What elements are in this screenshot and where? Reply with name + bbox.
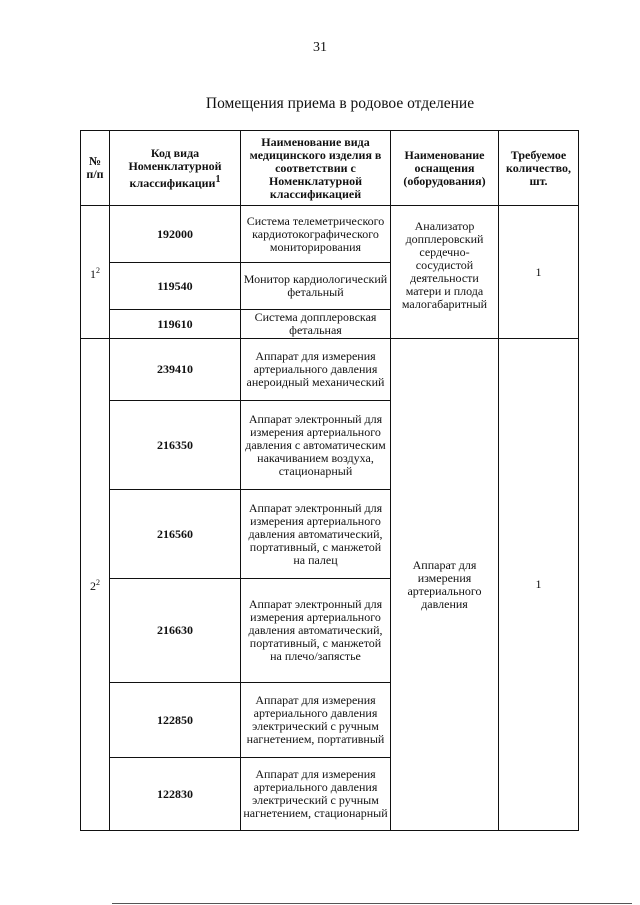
table-row <box>81 206 579 263</box>
device-name: Аппарат электронный для измерения артериального давления автоматический, портативный, с манжетой на плечо/запястье <box>241 579 391 683</box>
header-num: № п/п <box>81 131 110 206</box>
device-code: 192000 <box>110 206 241 263</box>
group-number <box>81 339 110 831</box>
table-header-row <box>81 131 579 206</box>
header-device: Наименование вида медицинского изделия в соответствии с Номенклатурной классификацией <box>241 131 391 206</box>
device-name: Аппарат электронный для измерения артериального давления с автоматическим накачиванием воздуха, стационарный <box>241 401 391 490</box>
device-code: 239410 <box>110 339 241 401</box>
group-number-footnote: 2 <box>96 265 100 275</box>
device-code: 119540 <box>110 263 241 310</box>
equipment-table <box>80 130 579 831</box>
device-name: Монитор кардиологический фетальный <box>241 263 391 310</box>
group-number <box>81 206 110 339</box>
device-code: 216350 <box>110 401 241 490</box>
device-code: 122850 <box>110 683 241 758</box>
header-code-footnote: 1 <box>215 173 221 185</box>
device-code: 216630 <box>110 579 241 683</box>
required-quantity: 1 <box>499 206 579 339</box>
equipment-name: Аппарат для измерения артериального давления <box>391 339 499 831</box>
equipment-name: Анализатор допплеровский сердечно-сосудистой деятельности матери и плода малогабаритный <box>391 206 499 339</box>
device-code: 216560 <box>110 490 241 579</box>
page-title: Помещения приема в родовое отделение <box>205 95 475 112</box>
scan-edge-line <box>112 903 632 904</box>
group-number-text: 2 <box>90 579 96 593</box>
table-row <box>81 339 579 401</box>
device-name: Система допплеровская фетальная <box>241 310 391 339</box>
header-equipment: Наименование оснащения (оборудования) <box>391 131 499 206</box>
group-number-footnote: 2 <box>96 578 100 587</box>
device-name: Аппарат электронный для измерения артериального давления автоматический, портативный, с манжетой на палец <box>241 490 391 579</box>
required-quantity: 1 <box>499 339 579 831</box>
group-number-text: 1 <box>90 266 96 281</box>
device-name: Аппарат для измерения артериального давления электрический с ручным нагнетением, стационарный <box>241 758 391 831</box>
device-code: 119610 <box>110 310 241 339</box>
header-code <box>110 131 241 206</box>
device-name: Система телеметрического кардиотокографического мониторирования <box>241 206 391 263</box>
header-code-text: Код вида Номенклатурной классификации <box>128 145 222 190</box>
device-code: 122830 <box>110 758 241 831</box>
device-name: Аппарат для измерения артериального давления электрический с ручным нагнетением, портативный <box>241 683 391 758</box>
page-number: 31 <box>313 40 327 55</box>
device-name: Аппарат для измерения артериального давления анероидный механический <box>241 339 391 401</box>
header-quantity: Требуемое количество, шт. <box>499 131 579 206</box>
